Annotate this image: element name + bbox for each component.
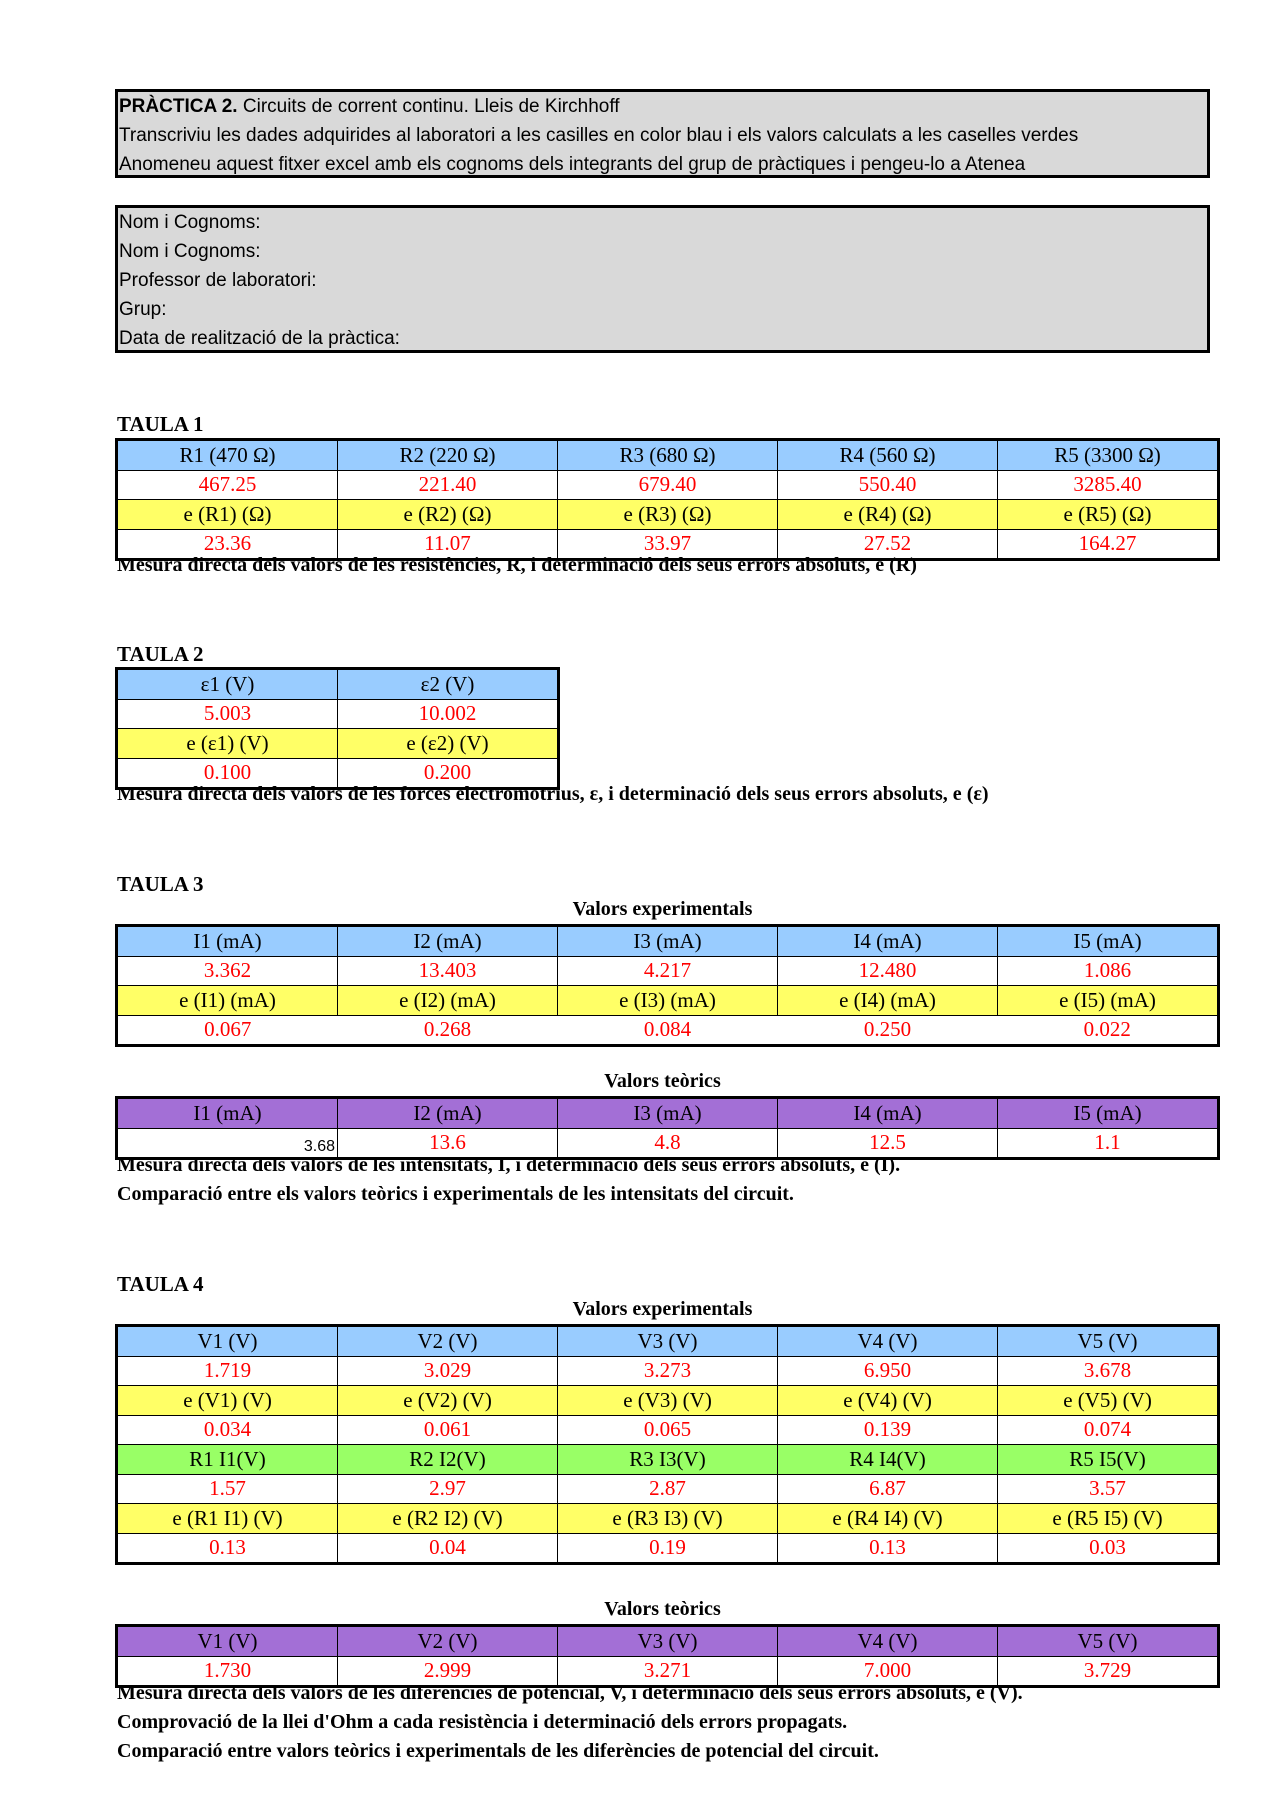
instructions-line-1: Transcriviu les dades adquirides al laboratori a les casilles en color blau i els valors calculats a les caselles verdes	[119, 125, 1079, 146]
theoretical-value-cell[interactable]: 7.000	[778, 1656, 998, 1687]
error-value-cell[interactable]: 0.034	[117, 1415, 338, 1445]
value-cell[interactable]: 1.086	[998, 956, 1219, 986]
taula4-caption-3: Comparació entre valors teòrics i experimentals de les diferències de potencial del circuit.	[117, 1740, 879, 1762]
header-cell: I2 (mA)	[338, 926, 558, 957]
value-cell[interactable]: 467.25	[117, 470, 338, 500]
ohm-value-cell[interactable]: 2.87	[558, 1474, 778, 1504]
header-cell: R1 (470 Ω)	[117, 440, 338, 471]
name-field-2[interactable]: Nom i Cognoms:	[119, 241, 261, 262]
taula4-theoretical-title: Valors teòrics	[604, 1598, 721, 1620]
value-cell[interactable]: 13.403	[338, 956, 558, 986]
taula3-experimental-title: Valors experimentals	[572, 898, 753, 920]
ohm-error-value-cell[interactable]: 0.13	[117, 1533, 338, 1564]
value-cell[interactable]: 10.002	[338, 699, 559, 729]
instructions-line-2: Anomeneu aquest fitxer excel amb els cognoms dels integrants del grup de pràctiques i pengeu-lo a Atenea	[119, 154, 1026, 175]
error-value-cell[interactable]: 0.139	[778, 1415, 998, 1445]
header-cell: I3 (mA)	[558, 1098, 778, 1129]
ohm-error-value-cell[interactable]: 0.19	[558, 1533, 778, 1564]
header-cell: R2 (220 Ω)	[338, 440, 558, 471]
value-cell[interactable]: 550.40	[778, 470, 998, 500]
taula3-caption-1: Mesura directa dels valors de les intensitats, I, i determinació dels seus errors absoluts, e (I).	[117, 1154, 901, 1176]
ohm-header-cell: R2 I2(V)	[338, 1445, 558, 1475]
theoretical-value-cell[interactable]: 1.730	[117, 1656, 338, 1687]
header-cell: I4 (mA)	[778, 926, 998, 957]
taula3-theoretical-title: Valors teòrics	[604, 1070, 721, 1092]
taula4-experimental-title: Valors experimentals	[572, 1298, 753, 1320]
theoretical-value-cell[interactable]: 1.1	[998, 1128, 1219, 1159]
error-value-cell[interactable]: 0.084	[558, 1015, 778, 1046]
taula2-title: TAULA 2	[117, 642, 204, 666]
theoretical-value-cell[interactable]: 3.271	[558, 1656, 778, 1687]
value-cell[interactable]: 3.362	[117, 956, 338, 986]
taula4-caption-2: Comprovació de la llei d'Ohm a cada resistència i determinació dels errors propagats.	[117, 1711, 848, 1733]
error-value-cell[interactable]: 0.200	[338, 758, 559, 789]
error-header-cell: e (V5) (V)	[998, 1386, 1219, 1416]
error-value-cell[interactable]: 0.268	[338, 1015, 558, 1046]
taula3-title: TAULA 3	[117, 872, 204, 896]
error-header-cell: e (I1) (mA)	[117, 986, 338, 1016]
header-cell: I1 (mA)	[117, 926, 338, 957]
error-header-cell: e (R3) (Ω)	[558, 500, 778, 530]
error-value-cell[interactable]: 33.97	[558, 529, 778, 560]
error-header-cell: e (R5) (Ω)	[998, 500, 1219, 530]
error-header-cell: e (V2) (V)	[338, 1386, 558, 1416]
name-field-1[interactable]: Nom i Cognoms:	[119, 212, 261, 233]
header-cell: I5 (mA)	[998, 1098, 1219, 1129]
ohm-value-cell[interactable]: 6.87	[778, 1474, 998, 1504]
header-cell: ε2 (V)	[338, 669, 559, 700]
ohm-error-header-cell: e (R3 I3) (V)	[558, 1504, 778, 1534]
student-info-box	[115, 205, 1210, 353]
ohm-header-cell: R1 I1(V)	[117, 1445, 338, 1475]
error-value-cell[interactable]: 0.067	[117, 1015, 338, 1046]
value-cell[interactable]: 6.950	[778, 1356, 998, 1386]
error-header-cell: e (I4) (mA)	[778, 986, 998, 1016]
header-cell: I4 (mA)	[778, 1098, 998, 1129]
error-value-cell[interactable]: 0.022	[998, 1015, 1219, 1046]
ohm-value-cell[interactable]: 3.57	[998, 1474, 1219, 1504]
error-value-cell[interactable]: 0.061	[338, 1415, 558, 1445]
header-cell: V1 (V)	[117, 1626, 338, 1657]
error-header-cell: e (R4) (Ω)	[778, 500, 998, 530]
error-header-cell: e (ε1) (V)	[117, 729, 338, 759]
header-cell: V4 (V)	[778, 1326, 998, 1357]
ohm-error-header-cell: e (R2 I2) (V)	[338, 1504, 558, 1534]
taula1-title: TAULA 1	[117, 412, 204, 436]
theoretical-value-cell[interactable]: 3.729	[998, 1656, 1219, 1687]
error-value-cell[interactable]: 0.250	[778, 1015, 998, 1046]
error-header-cell: e (I3) (mA)	[558, 986, 778, 1016]
header-cell: V2 (V)	[338, 1326, 558, 1357]
value-cell[interactable]: 1.719	[117, 1356, 338, 1386]
error-header-cell: e (R1) (Ω)	[117, 500, 338, 530]
error-header-cell: e (R2) (Ω)	[338, 500, 558, 530]
taula2-table	[115, 667, 560, 790]
ohm-header-cell: R5 I5(V)	[998, 1445, 1219, 1475]
ohm-error-header-cell: e (R5 I5) (V)	[998, 1504, 1219, 1534]
taula1-caption: Mesura directa dels valors de les resistències, R, i determinació dels seus errors absoluts, e (R)	[117, 554, 917, 576]
header-cell: V5 (V)	[998, 1326, 1219, 1357]
value-cell[interactable]: 5.003	[117, 699, 338, 729]
ohm-header-cell: R3 I3(V)	[558, 1445, 778, 1475]
value-cell[interactable]: 679.40	[558, 470, 778, 500]
ohm-value-cell[interactable]: 2.97	[338, 1474, 558, 1504]
ohm-error-header-cell: e (R4 I4) (V)	[778, 1504, 998, 1534]
error-header-cell: e (I2) (mA)	[338, 986, 558, 1016]
value-cell[interactable]: 3.678	[998, 1356, 1219, 1386]
value-cell[interactable]: 3.029	[338, 1356, 558, 1386]
taula3-theoretical-table	[115, 1096, 1220, 1160]
taula4-experimental-table	[115, 1324, 1220, 1565]
value-cell[interactable]: 4.217	[558, 956, 778, 986]
taula3-caption-2: Comparació entre els valors teòrics i experimentals de les intensitats del circuit.	[117, 1183, 794, 1205]
professor-field[interactable]: Professor de laboratori:	[119, 270, 317, 291]
error-value-cell[interactable]: 27.52	[778, 529, 998, 560]
header-cell: R5 (3300 Ω)	[998, 440, 1219, 471]
theoretical-value-cell[interactable]: 4.8	[558, 1128, 778, 1159]
header-cell: R4 (560 Ω)	[778, 440, 998, 471]
header-cell: ε1 (V)	[117, 669, 338, 700]
date-field[interactable]: Data de realització de la pràctica:	[119, 328, 400, 349]
value-cell[interactable]: 12.480	[778, 956, 998, 986]
taula4-theoretical-table	[115, 1624, 1220, 1688]
error-header-cell: e (V4) (V)	[778, 1386, 998, 1416]
ohm-header-cell: R4 I4(V)	[778, 1445, 998, 1475]
header-cell: V3 (V)	[558, 1326, 778, 1357]
error-header-cell: e (ε2) (V)	[338, 729, 559, 759]
ohm-error-value-cell[interactable]: 0.04	[338, 1533, 558, 1564]
error-value-cell[interactable]: 0.065	[558, 1415, 778, 1445]
error-header-cell: e (I5) (mA)	[998, 986, 1219, 1016]
header-cell: V4 (V)	[778, 1626, 998, 1657]
error-header-cell: e (V3) (V)	[558, 1386, 778, 1416]
header-cell: V5 (V)	[998, 1626, 1219, 1657]
ohm-error-value-cell[interactable]: 0.13	[778, 1533, 998, 1564]
header-cell: V2 (V)	[338, 1626, 558, 1657]
theoretical-value-cell[interactable]: 2.999	[338, 1656, 558, 1687]
header-cell: I2 (mA)	[338, 1098, 558, 1129]
error-value-cell[interactable]: 164.27	[998, 529, 1219, 560]
theoretical-value-cell[interactable]: 12.5	[778, 1128, 998, 1159]
instructions-box	[115, 89, 1210, 178]
value-cell[interactable]: 3285.40	[998, 470, 1219, 500]
value-cell[interactable]: 221.40	[338, 470, 558, 500]
error-header-cell: e (V1) (V)	[117, 1386, 338, 1416]
error-value-cell[interactable]: 0.074	[998, 1415, 1219, 1445]
taula2-caption: Mesura directa dels valors de les forces electromotrius, ε, i determinació dels seus errors absoluts, e (ε)	[117, 783, 989, 805]
taula4-caption-1: Mesura directa dels valors de les diferències de potencial, V, i determinació dels seus errors absoluts, e (V).	[117, 1682, 1023, 1704]
ohm-error-header-cell: e (R1 I1) (V)	[117, 1504, 338, 1534]
taula4-title: TAULA 4	[117, 1272, 204, 1296]
error-value-cell[interactable]: 0.100	[117, 758, 338, 789]
value-cell[interactable]: 3.273	[558, 1356, 778, 1386]
header-cell: V1 (V)	[117, 1326, 338, 1357]
ohm-value-cell[interactable]: 1.57	[117, 1474, 338, 1504]
taula1-table	[115, 438, 1220, 561]
practice-title-line: PRÀCTICA 2. Circuits de corrent continu. Lleis de Kirchhoff	[119, 96, 620, 117]
header-cell: I1 (mA)	[117, 1098, 338, 1129]
theoretical-value-cell[interactable]: 13.6	[338, 1128, 558, 1159]
error-value-cell[interactable]: 23.36	[117, 529, 338, 560]
header-cell: I5 (mA)	[998, 926, 1219, 957]
error-value-cell[interactable]: 11.07	[338, 529, 558, 560]
taula3-experimental-table	[115, 924, 1220, 1047]
header-cell: R3 (680 Ω)	[558, 440, 778, 471]
header-cell: V3 (V)	[558, 1626, 778, 1657]
header-cell: I3 (mA)	[558, 926, 778, 957]
theoretical-value-cell[interactable]: 3.68	[117, 1128, 338, 1159]
group-field[interactable]: Grup:	[119, 299, 167, 320]
ohm-error-value-cell[interactable]: 0.03	[998, 1533, 1219, 1564]
